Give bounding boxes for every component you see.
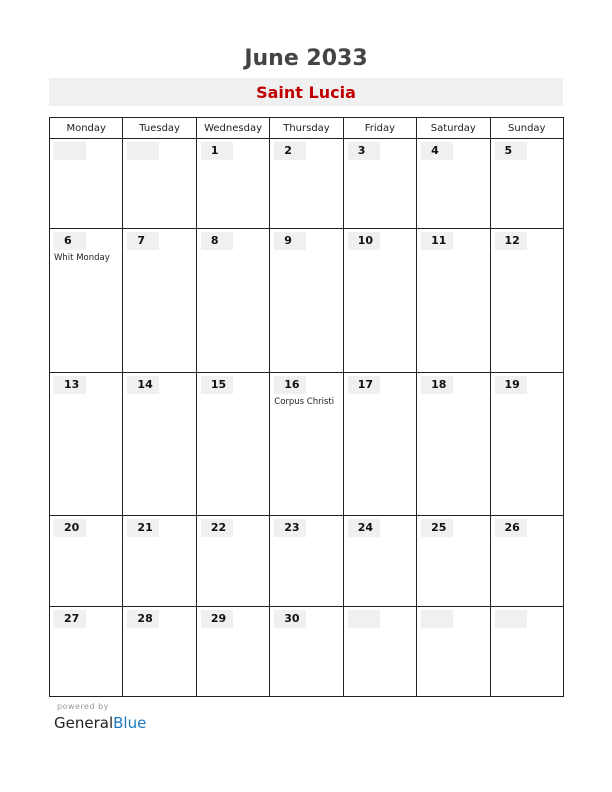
calendar-day-cell[interactable] (343, 372, 416, 516)
weekday-friday: Friday (343, 118, 416, 139)
calendar-day-cell[interactable] (490, 229, 563, 373)
calendar-day-cell[interactable] (50, 229, 123, 373)
day-number: 30 (274, 610, 306, 628)
calendar-day-cell[interactable] (123, 229, 196, 373)
calendar-day-cell[interactable] (196, 516, 269, 606)
calendar-day-cell[interactable] (490, 516, 563, 606)
country-name: Saint Lucia (256, 83, 356, 102)
calendar-day-cell[interactable] (123, 139, 196, 229)
weekday-thursday: Thursday (270, 118, 343, 139)
day-number (421, 610, 453, 628)
calendar-week-row (50, 372, 564, 516)
calendar-day-cell[interactable] (50, 139, 123, 229)
day-number: 12 (495, 232, 527, 250)
calendar-day-cell[interactable] (196, 372, 269, 516)
weekday-monday: Monday (50, 118, 123, 139)
day-number: 14 (127, 376, 159, 394)
generalblue-logo[interactable] (54, 714, 146, 732)
holiday-label: Whit Monday (54, 253, 110, 264)
day-number: 28 (127, 610, 159, 628)
calendar-day-cell[interactable] (50, 372, 123, 516)
calendar-day-cell[interactable] (270, 229, 343, 373)
day-number: 7 (127, 232, 159, 250)
day-number: 27 (54, 610, 86, 628)
day-number: 10 (348, 232, 380, 250)
day-number: 9 (274, 232, 306, 250)
calendar-day-cell[interactable] (123, 606, 196, 696)
calendar-day-cell[interactable] (270, 606, 343, 696)
calendar-day-cell[interactable] (490, 139, 563, 229)
calendar-week-row (50, 139, 564, 229)
calendar-day-cell[interactable] (417, 372, 490, 516)
calendar-day-cell[interactable] (123, 516, 196, 606)
calendar-day-cell[interactable] (270, 139, 343, 229)
day-number (348, 610, 380, 628)
calendar-day-cell[interactable] (123, 372, 196, 516)
calendar-day-cell[interactable] (343, 139, 416, 229)
calendar-day-cell[interactable] (270, 372, 343, 516)
calendar-day-cell[interactable] (196, 606, 269, 696)
day-number: 23 (274, 519, 306, 537)
day-number: 29 (201, 610, 233, 628)
calendar-day-cell[interactable] (417, 516, 490, 606)
calendar-day-cell[interactable] (343, 606, 416, 696)
powered-by-text: powered by (57, 702, 109, 711)
calendar-day-cell[interactable] (196, 139, 269, 229)
day-number: 2 (274, 142, 306, 160)
calendar-week-row (50, 229, 564, 373)
day-number: 15 (201, 376, 233, 394)
day-number: 6 (54, 232, 86, 250)
weekday-saturday: Saturday (417, 118, 490, 139)
day-number: 24 (348, 519, 380, 537)
calendar-day-cell[interactable] (196, 229, 269, 373)
country-banner (49, 78, 563, 106)
day-number: 3 (348, 142, 380, 160)
day-number: 18 (421, 376, 453, 394)
weekday-tuesday: Tuesday (123, 118, 196, 139)
day-number (127, 142, 159, 160)
day-number: 5 (495, 142, 527, 160)
day-number: 1 (201, 142, 233, 160)
calendar-day-cell[interactable] (270, 516, 343, 606)
brand-blue-text: Blue (113, 714, 147, 732)
day-number (54, 142, 86, 160)
brand-general-text: General (54, 714, 114, 732)
day-number: 16 (274, 376, 306, 394)
day-number: 19 (495, 376, 527, 394)
calendar-day-cell[interactable] (417, 606, 490, 696)
calendar-day-cell[interactable] (343, 229, 416, 373)
calendar-day-cell[interactable] (50, 606, 123, 696)
page-title: June 2033 (244, 46, 368, 71)
calendar-grid (49, 117, 564, 697)
day-number: 13 (54, 376, 86, 394)
holiday-label: Corpus Christi (274, 396, 335, 407)
day-number: 25 (421, 519, 453, 537)
calendar-day-cell[interactable] (417, 139, 490, 229)
day-number: 22 (201, 519, 233, 537)
calendar-week-row (50, 516, 564, 606)
calendar-day-cell[interactable] (50, 516, 123, 606)
day-number: 17 (348, 376, 380, 394)
weekday-header-row (50, 118, 564, 139)
calendar-week-row (50, 606, 564, 696)
weekday-wednesday: Wednesday (196, 118, 269, 139)
calendar-day-cell[interactable] (490, 606, 563, 696)
day-number: 11 (421, 232, 453, 250)
day-number: 26 (495, 519, 527, 537)
day-number: 21 (127, 519, 159, 537)
day-number (495, 610, 527, 628)
calendar-day-cell[interactable] (490, 372, 563, 516)
day-number: 20 (54, 519, 86, 537)
day-number: 4 (421, 142, 453, 160)
weekday-sunday: Sunday (490, 118, 563, 139)
calendar-day-cell[interactable] (343, 516, 416, 606)
calendar-day-cell[interactable] (417, 229, 490, 373)
day-number: 8 (201, 232, 233, 250)
